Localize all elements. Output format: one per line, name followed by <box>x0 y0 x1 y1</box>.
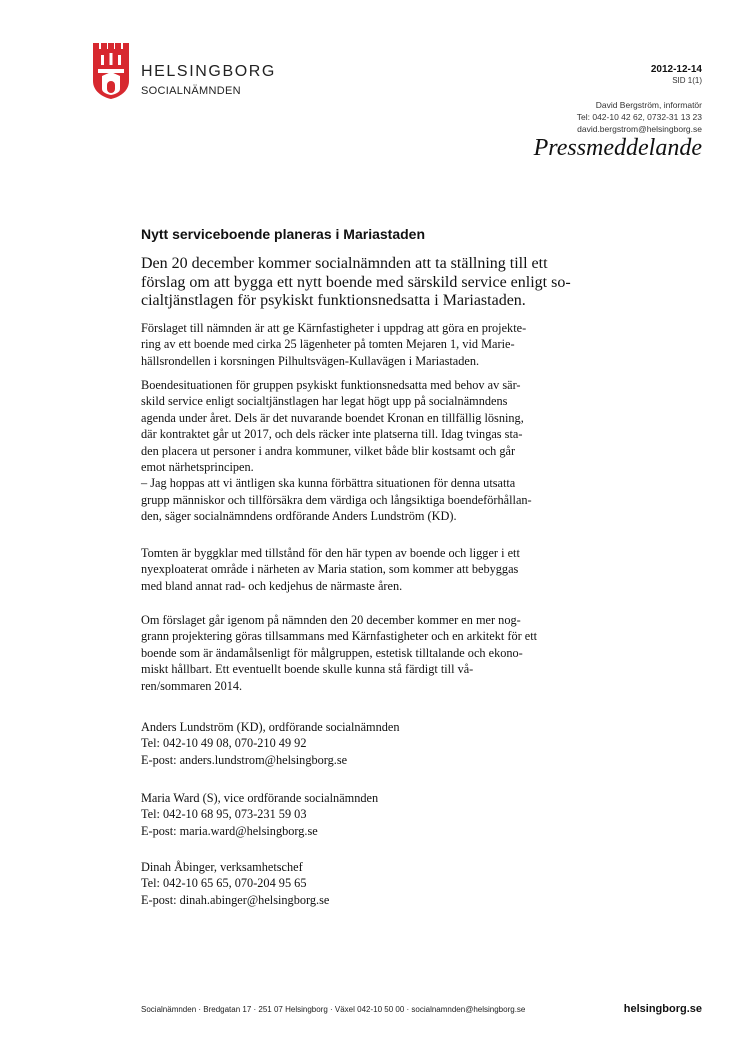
department-name: SOCIALNÄMNDEN <box>141 85 241 97</box>
lead-line: förslag om att bygga ett nytt boende med särskild service enligt so- <box>141 273 571 291</box>
text-line: ren/sommaren 2014. <box>141 678 243 693</box>
text-line: där kontraktet går ut 2017, och dels räcker inte platserna till. Idag tvingas sta- <box>141 427 523 442</box>
text-line: skild service enligt socialtjänstlagen har legat högt upp på socialnämndens <box>141 394 508 409</box>
contact-phone: Tel: 042-10 49 08, 070-210 49 92 <box>141 736 307 751</box>
text-line: den, säger socialnämndens ordförande Anders Lundström (KD). <box>141 509 457 524</box>
text-line: agenda under året. Dels är det nuvarande boendet Kronan en tillfällig lösning, <box>141 410 524 425</box>
paragraph-3 <box>141 545 627 594</box>
text-line: grupp människor och tillförsäkra dem värdiga och långsiktiga boendeförhållan- <box>141 492 532 507</box>
contact-email: E-post: anders.lundstrom@helsingborg.se <box>141 752 348 767</box>
paragraph-4 <box>141 612 627 694</box>
text-line: med bland annat rad- och kedjehus de närmaste åren. <box>141 578 403 593</box>
text-line: den placera ut personer i andra kommuner, vilket både blir kostsamt och går <box>141 443 516 458</box>
article-headline: Nytt serviceboende planeras i Mariastaden <box>141 226 425 242</box>
contact-name: Anders Lundström (KD), ordförande socialnämnden <box>141 720 400 734</box>
footer-address: Socialnämnden · Bredgatan 17 · 251 07 Helsingborg · Växel 042-10 50 00 · socialnamnden@helsingborg.se <box>141 1005 526 1014</box>
organization-name: HELSINGBORG <box>141 63 276 80</box>
contact-email: E-post: dinah.abinger@helsingborg.se <box>141 892 330 907</box>
text-line: Förslaget till nämnden är att ge Kärnfastigheter i uppdrag att göra en projekte- <box>141 321 527 335</box>
lead-line: cialtjänstlagen för psykiskt funktionsnedsatta i Mariastaden. <box>141 292 526 309</box>
lead-line: Den 20 december kommer socialnämnden att ta ställning till ett <box>141 255 548 272</box>
text-line: miskt hållbart. Ett eventuellt boende skulle kunna stå färdigt till vå- <box>141 662 474 677</box>
document-type-title: Pressmeddelande <box>533 135 702 161</box>
contact-phone: Tel: 042-10 68 95, 073-231 59 03 <box>141 807 307 822</box>
helsingborg-crest-logo <box>92 43 130 99</box>
page-number: SID 1(1) <box>672 76 702 85</box>
contact-block-vice-chair <box>141 790 627 839</box>
text-line: – Jag hoppas att vi äntligen ska kunna förbättra situationen för denna utsatta <box>141 476 516 491</box>
text-line: hällsrondellen i korsningen Pilhultsvägen-Kullavägen i Mariastaden. <box>141 353 480 368</box>
contact-name: Dinah Åbinger, verksamhetschef <box>141 860 303 874</box>
paragraph-1 <box>141 320 627 369</box>
contact-block-chair <box>141 719 627 768</box>
text-line: nyexploaterat område i närheten av Maria station, som kommer att bebyggas <box>141 562 519 577</box>
text-line: ring av ett boende med cirka 25 lägenheter på tomten Mejaren 1, vid Marie- <box>141 337 515 352</box>
contact-email: E-post: maria.ward@helsingborg.se <box>141 823 318 838</box>
contact-line: Tel: 042-10 42 62, 0732-31 13 23 <box>576 112 702 122</box>
contact-line: David Bergström, informatör <box>595 100 702 110</box>
text-line: boende som är ändamålsenligt för målgruppen, estetisk tilltalande och ekono- <box>141 645 523 660</box>
text-line: grann projektering göras tillsammans med Kärnfastigheter och en arkitekt för ett <box>141 629 538 644</box>
paragraph-2 <box>141 377 627 525</box>
text-line: Tomten är byggklar med tillstånd för den här typen av boende och ligger i ett <box>141 546 520 560</box>
text-line: Om förslaget går igenom på nämnden den 20 december kommer en mer nog- <box>141 613 521 627</box>
text-line: emot närhetsprincipen. <box>141 460 254 475</box>
text-line: Boendesituationen för gruppen psykiskt funktionsnedsatta med behov av sär- <box>141 378 521 392</box>
contact-block-manager <box>141 859 627 908</box>
press-contact <box>577 99 702 135</box>
contact-phone: Tel: 042-10 65 65, 070-204 95 65 <box>141 876 307 891</box>
contact-email: david.bergstrom@helsingborg.se <box>577 124 702 134</box>
document-date: 2012-12-14 <box>650 64 702 75</box>
article-lead <box>141 255 627 311</box>
footer-website: helsingborg.se <box>623 1003 702 1015</box>
contact-name: Maria Ward (S), vice ordförande socialnämnden <box>141 791 379 805</box>
